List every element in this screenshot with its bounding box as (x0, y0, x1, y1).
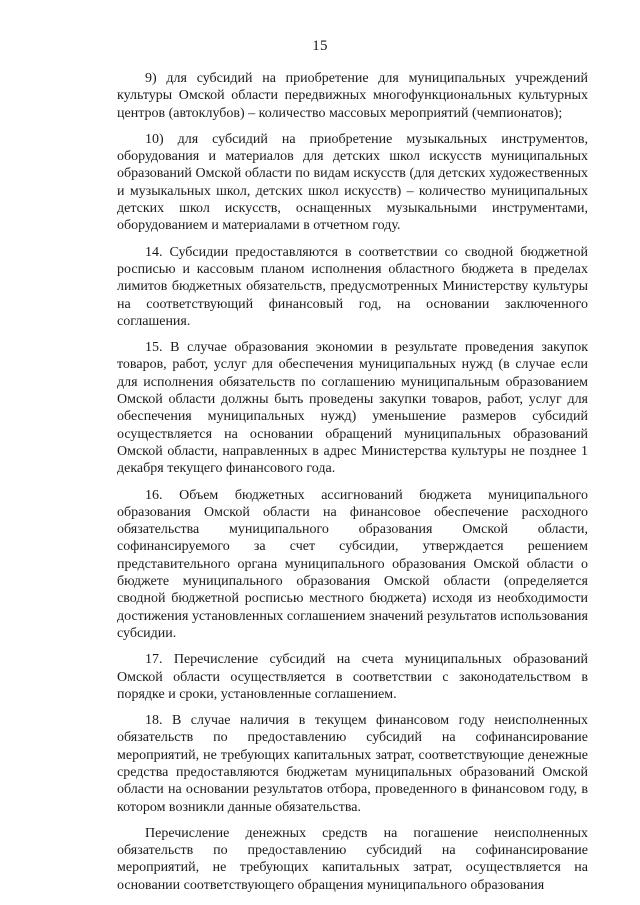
paragraph-14: 14. Субсидии предоставляются в соответствии со сводной бюджетной росписью и кассовым планом исполнения областного бюджета в пределах лимитов бюджетных обязательств, предусмотренных Министерству культуры на соответствующий финансовый год, на основании заключенного соглашения. (117, 244, 588, 329)
document-body (117, 70, 588, 903)
paragraph-15: 15. В случае образования экономии в результате проведения закупок товаров, работ, услуг для обеспечения муниципальных нужд (в случае если для исполнения обязательств по соглашению муниципальным образованием Омской области должны быть проведены закупки товаров, работ, услуг для обеспечения муниципальных нужд) уменьшение размеров субсидий осуществляется на основании обращений муниципальных образований Омской области, направленных в адрес Министерства культуры не позднее 1 декабря текущего финансового года. (117, 340, 588, 477)
paragraph-17: 17. Перечисление субсидий на счета муниципальных образований Омской области осуществляется в соответствии с законодательством в порядке и сроки, установленные соглашением. (117, 652, 588, 702)
paragraph-18: 18. В случае наличия в текущем финансовом году неисполненных обязательств по предоставлению субсидий на софинансирование мероприятий, не требующих капитальных затрат, соответствующие денежные средства предоставляются бюджетам муниципальных образований Омской области на основании результатов отбора, проведенного в финансовом году, в котором возникли данные обязательства. (117, 713, 588, 815)
paragraph-16: 16. Объем бюджетных ассигнований бюджета муниципального образования Омской области на финансовое обеспечение расходного обязательства муниципального образования Омской области, софинансируемого за счет субсидии, утверждается решением представительного органа муниципального образования Омской области о бюджете муниципального образования Омской области (определяется сводной бюджетной росписью местного бюджета) исходя из необходимости достижения установленных соглашением значений результатов использования субсидии. (117, 487, 588, 641)
paragraph-item-9: 9) для субсидий на приобретение для муниципальных учреждений культуры Омской области передвижных многофункциональных культурных центров (автоклубов) – количество массовых мероприятий (чемпионатов); (117, 71, 588, 121)
paragraph-item-10: 10) для субсидий на приобретение музыкальных инструментов, оборудования и материалов для детских школ искусств муниципальных образований Омской области по видам искусств (для детских художественных и музыкальных школ, детских школ искусств) – количество муниципальных детских школ искусств, оснащенных музыкальными инструментами, оборудованием и материалами в отчетном году. (117, 131, 588, 234)
page-number: 15 (312, 38, 328, 54)
paragraph-18-continuation: Перечисление денежных средств на погашение неисполненных обязательств по предоставлению субсидий на софинансирование мероприятий, не требующих капитальных затрат, осуществляется на основании соответствующего обращения муниципального образования (117, 825, 588, 893)
